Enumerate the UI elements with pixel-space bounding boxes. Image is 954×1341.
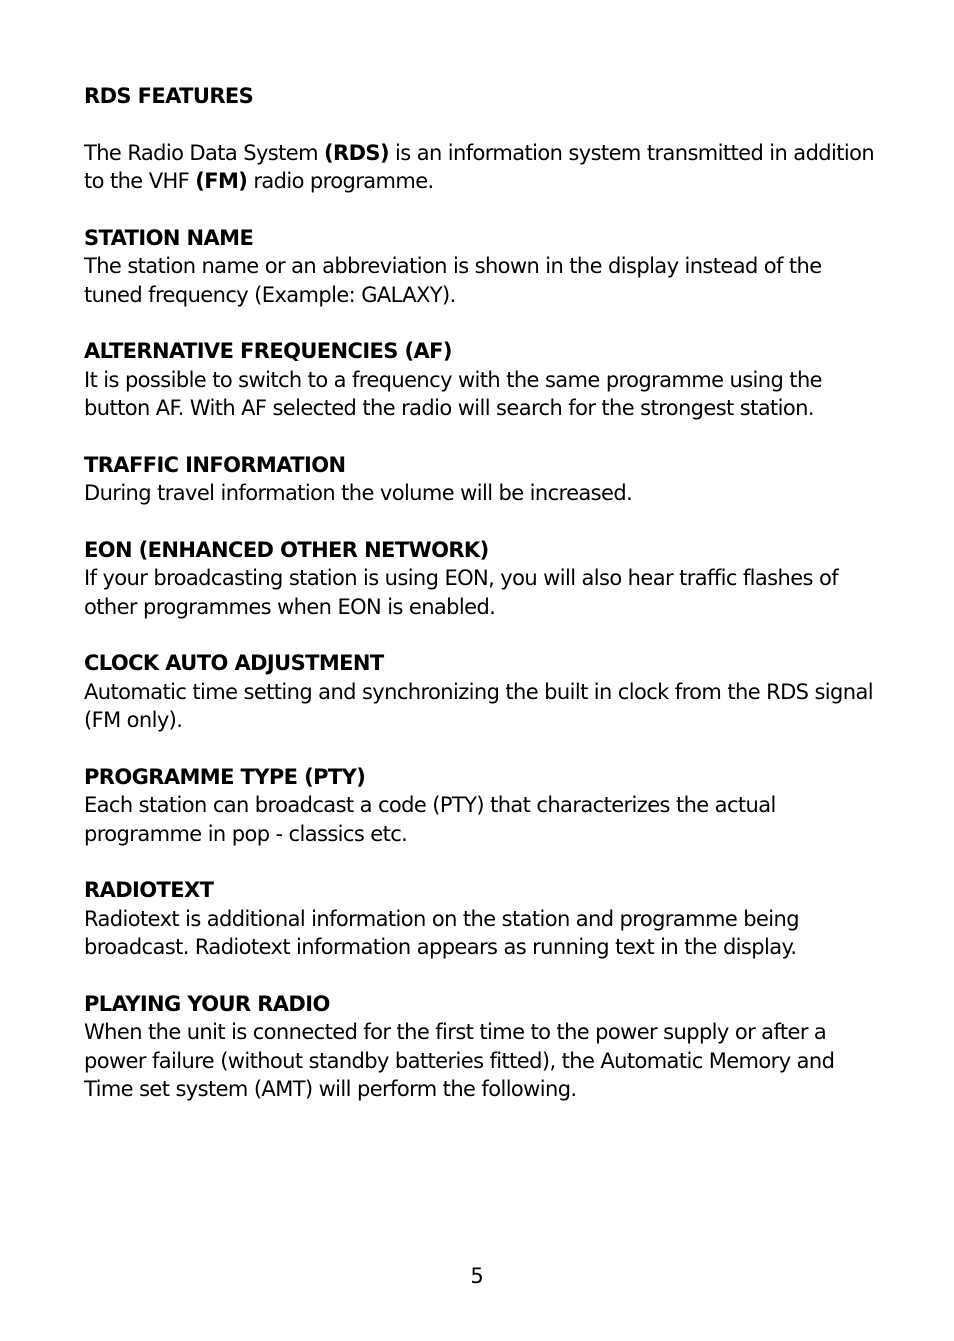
section-body-radiotext: Radiotext is additional information on the station and programme being broadcast. Radiotext information appears as running text in the display. [84, 906, 799, 959]
section-body-clock-auto-adjustment: Automatic time setting and synchronizing the built in clock from the RDS signal (FM only). [84, 679, 873, 732]
spacer [84, 196, 884, 224]
spacer [84, 508, 884, 536]
intro-bold-rds: (RDS) [324, 140, 389, 165]
spacer [84, 735, 884, 763]
intro-text-2: is an information system transmitted in addition to the VHF [84, 140, 875, 193]
spacer [84, 309, 884, 337]
rds-intro-paragraph [84, 139, 884, 196]
section-heading-eon: EON (ENHANCED OTHER NETWORK) [84, 537, 489, 562]
intro-text-1: The Radio Data System [84, 140, 325, 165]
spacer [84, 848, 884, 876]
spacer [84, 423, 884, 451]
section-heading-station-name: STATION NAME [84, 225, 254, 250]
section-heading-radiotext: RADIOTEXT [84, 878, 214, 902]
rds-features-title: RDS FEATURES [84, 84, 254, 108]
document-page [84, 82, 884, 1104]
section-heading-traffic-information: TRAFFIC INFORMATION [84, 452, 346, 477]
section-body-eon: If your broadcasting station is using EON, you will also hear traffic flashes of other programmes when EON is enabled. [84, 566, 838, 619]
spacer [84, 962, 884, 990]
section-heading-clock-auto-adjustment: CLOCK AUTO ADJUSTMENT [84, 651, 384, 675]
page-number: 5 [470, 1264, 484, 1288]
section-body-station-name: The station name or an abbreviation is shown in the display instead of the tuned frequency (Example: GALAXY). [84, 254, 822, 307]
spacer [84, 621, 884, 649]
intro-bold-fm: (FM) [195, 169, 248, 193]
section-heading-alternative-frequencies: ALTERNATIVE FREQUENCIES (AF) [84, 339, 452, 363]
section-heading-playing-your-radio: PLAYING YOUR RADIO [84, 991, 330, 1016]
section-body-programme-type: Each station can broadcast a code (PTY) that characterizes the actual programme in pop - classics etc. [84, 793, 776, 846]
spacer [84, 111, 884, 139]
section-body-playing-your-radio: When the unit is connected for the first time to the power supply or after a power failure (without standby batteries fitted), the Automatic Memory and Time set system (AMT) will perform the following. [84, 1020, 835, 1101]
section-heading-programme-type: PROGRAMME TYPE (PTY) [84, 764, 366, 789]
intro-text-3: radio programme. [247, 169, 434, 193]
section-body-alternative-frequencies: It is possible to switch to a frequency with the same programme using the button AF. With AF selected the radio will search for the strongest station. [84, 367, 822, 420]
section-body-traffic-information: During travel information the volume will be increased. [84, 481, 633, 505]
